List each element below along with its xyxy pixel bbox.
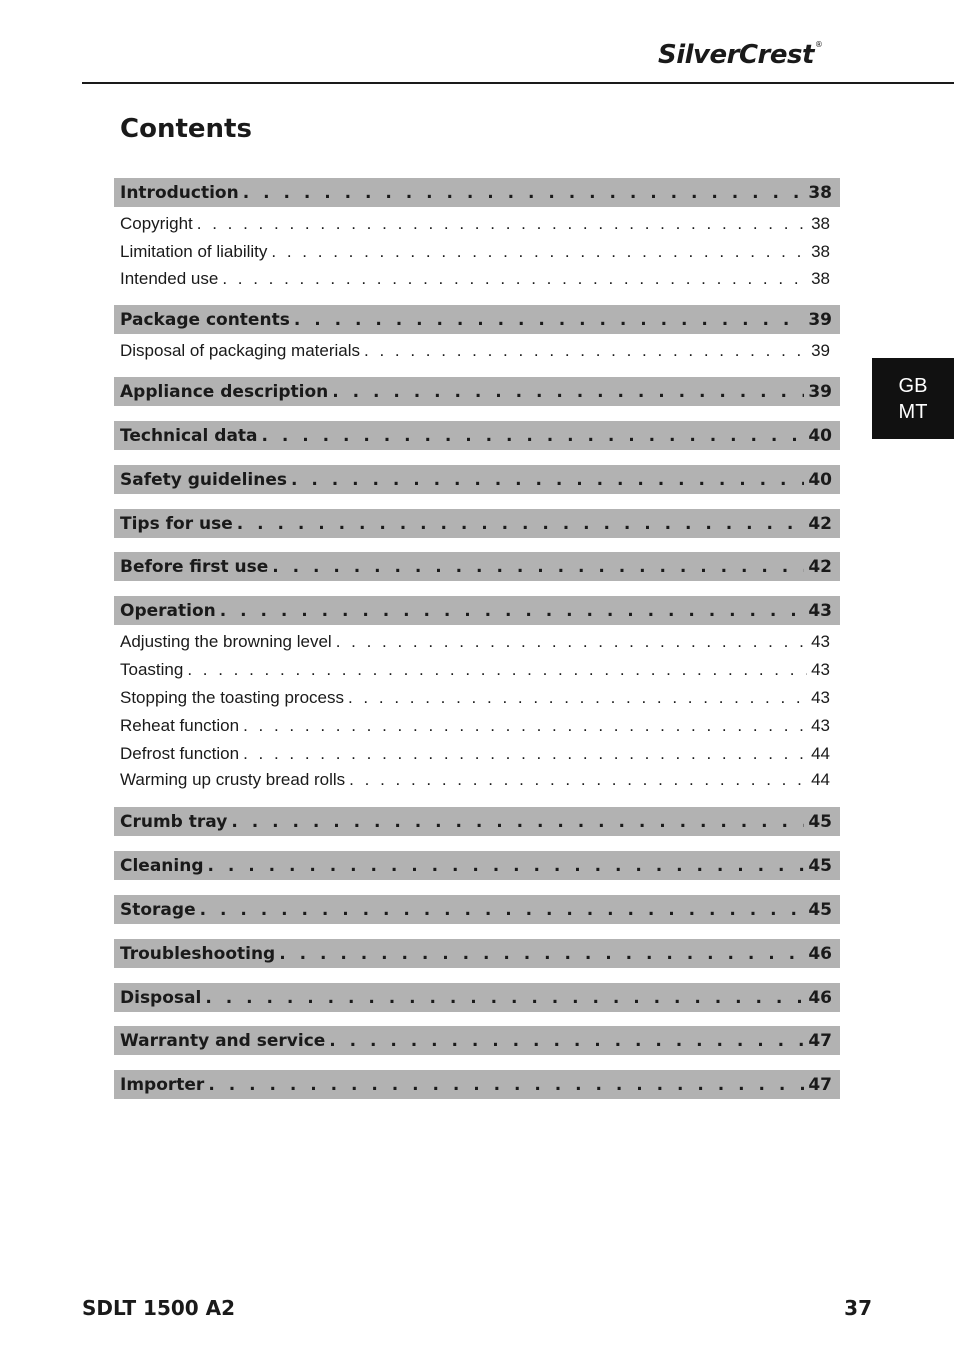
dot-leader (243, 183, 805, 203)
dot-leader (208, 1075, 804, 1095)
dot-leader (272, 557, 804, 577)
toc-entry-label: Intended use (120, 269, 219, 288)
page-title: Contents (120, 114, 252, 144)
toc-section-entry (114, 1026, 840, 1055)
dot-leader (205, 988, 804, 1008)
toc-entry-label: Crumb tray (120, 811, 228, 832)
toc-entry-label: Disposal (120, 987, 202, 1008)
toc-section-entry (114, 596, 840, 625)
dot-leader (336, 632, 807, 652)
toc-entry-page: 40 (808, 469, 832, 490)
toc-section-entry (114, 851, 840, 880)
toc-entry-label: Safety guidelines (120, 469, 287, 490)
toc-entry-label: Disposal of packaging materials (120, 341, 361, 360)
language-code-mt: MT (898, 400, 928, 423)
toc-entry-page: 47 (808, 1074, 832, 1095)
toc-section-entry (114, 807, 840, 836)
toc-entry-page: 39 (808, 309, 832, 330)
toc-entry-page: 38 (811, 269, 830, 288)
dot-leader (237, 514, 805, 534)
toc-entry-label: Stopping the toasting process (120, 688, 344, 707)
dot-leader (200, 900, 805, 920)
dot-leader (243, 744, 807, 764)
dot-leader (220, 601, 805, 621)
toc-entry-label: Introduction (120, 182, 239, 203)
toc-entry-page: 45 (808, 855, 832, 876)
toc-section-entry (114, 983, 840, 1012)
toc-entry-page: 44 (811, 744, 830, 763)
dot-leader (291, 470, 804, 490)
dot-leader (332, 382, 804, 402)
toc-section-entry (114, 552, 840, 581)
toc-entry-label: Copyright (120, 214, 193, 233)
toc-entry-page: 46 (808, 987, 832, 1008)
toc-section-entry (114, 465, 840, 494)
toc-entry-page: 40 (808, 425, 832, 446)
toc-entry-page: 45 (808, 899, 832, 920)
toc-subsection-entry (120, 714, 830, 738)
toc-entry-page: 47 (808, 1030, 832, 1051)
toc-entry-label: Technical data (120, 425, 258, 446)
toc-subsection-entry (120, 339, 830, 363)
toc-entry-label: Importer (120, 1074, 205, 1095)
toc-entry-label: Warming up crusty bread rolls (120, 770, 346, 789)
toc-entry-label: Cleaning (120, 855, 204, 876)
toc-entry-page: 42 (808, 556, 832, 577)
dot-leader (197, 214, 807, 234)
toc-entry-label: Warranty and service (120, 1030, 326, 1051)
toc-entry-page: 46 (808, 943, 832, 964)
toc-entry-page: 39 (808, 381, 832, 402)
registered-mark: ® (814, 40, 823, 49)
footer-page-number: 37 (844, 1296, 872, 1320)
toc-entry-page: 38 (811, 242, 830, 261)
toc-subsection-entry (120, 658, 830, 682)
toc-entry-label: Toasting (120, 660, 184, 679)
toc-entry-label: Tips for use (120, 513, 233, 534)
toc-entry-label: Adjusting the browning level (120, 632, 332, 651)
dot-leader (231, 812, 804, 832)
toc-section-entry (114, 939, 840, 968)
toc-section-entry (114, 509, 840, 538)
toc-section-entry (114, 305, 840, 334)
dot-leader (243, 716, 807, 736)
toc-entry-label: Reheat function (120, 716, 240, 735)
toc-entry-page: 43 (811, 632, 830, 651)
toc-section-entry (114, 1070, 840, 1099)
toc-entry-label: Troubleshooting (120, 943, 276, 964)
dot-leader (262, 426, 805, 446)
dot-leader (279, 944, 804, 964)
dot-leader (348, 688, 807, 708)
footer-model-number: SDLT 1500 A2 (82, 1296, 236, 1320)
toc-entry-page: 39 (811, 341, 830, 360)
toc-entry-label: Storage (120, 899, 196, 920)
dot-leader (208, 856, 805, 876)
toc-subsection-entry (120, 212, 830, 236)
dot-leader (294, 310, 805, 330)
brand-name: SilverCrest (658, 40, 814, 70)
toc-entry-page: 43 (811, 660, 830, 679)
toc-entry-label: Package contents (120, 309, 290, 330)
toc-entry-page: 38 (811, 214, 830, 233)
toc-subsection-entry (120, 770, 830, 796)
dot-leader (364, 341, 807, 361)
toc-subsection-entry (120, 267, 830, 291)
toc-entry-page: 42 (808, 513, 832, 534)
toc-entry-page: 45 (808, 811, 832, 832)
toc-entry-page: 43 (808, 600, 832, 621)
dot-leader (349, 770, 807, 790)
toc-section-entry (114, 895, 840, 924)
dot-leader (271, 242, 807, 262)
toc-entry-label: Defrost function (120, 744, 240, 763)
toc-entry-label: Limitation of liability (120, 242, 268, 261)
toc-entry-label: Before first use (120, 556, 269, 577)
dot-leader (329, 1031, 804, 1051)
dot-leader (222, 269, 807, 289)
toc-section-entry (114, 421, 840, 450)
toc-section-entry (114, 178, 840, 207)
toc-section-entry (114, 377, 840, 406)
toc-subsection-entry (120, 742, 830, 766)
toc-entry-page: 43 (811, 716, 830, 735)
toc-subsection-entry (120, 240, 830, 264)
toc-subsection-entry (120, 686, 830, 710)
toc-entry-page: 38 (808, 182, 832, 203)
toc-entry-page: 44 (811, 770, 830, 789)
toc-entry-label: Operation (120, 600, 216, 621)
language-code-gb: GB (898, 374, 928, 397)
toc-entry-label: Appliance description (120, 381, 329, 402)
toc-subsection-entry (120, 630, 830, 654)
dot-leader (187, 660, 807, 680)
toc-entry-page: 43 (811, 688, 830, 707)
